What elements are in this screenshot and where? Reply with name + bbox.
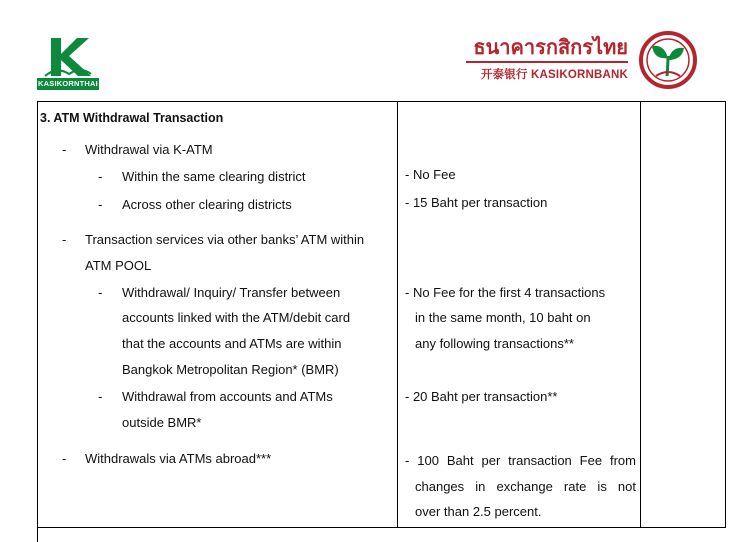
fee-bmr-line3: any following transactions**	[415, 336, 574, 351]
column-divider	[640, 101, 641, 528]
fee-bmr-line1: - No Fee for the first 4 transactions	[405, 285, 606, 300]
row-divider	[37, 527, 725, 528]
bullet-dash: -	[98, 197, 103, 212]
item-k-atm: Withdrawal via K-ATM	[85, 142, 213, 157]
fee-same-district: - No Fee	[405, 167, 456, 182]
item-bmr-line2: accounts linked with the ATM/debit card	[122, 310, 351, 325]
item-abroad: Withdrawals via ATMs abroad***	[85, 451, 272, 466]
bullet-dash: -	[98, 285, 103, 300]
bank-name-english: 开泰银行 KASIKORNBANK	[480, 69, 628, 81]
section-title: 3. ATM Withdrawal Transaction	[40, 111, 224, 125]
item-atm-pool-line1: Transaction services via other banks’ ATM within	[85, 232, 365, 247]
brand-label: KASIKORNTHAI	[38, 79, 98, 88]
column-divider	[725, 101, 726, 528]
fee-abroad-line2: changes in exchange rate is not	[415, 479, 636, 494]
item-same-district: Within the same clearing district	[122, 169, 306, 184]
bullet-dash: -	[98, 169, 103, 184]
bullet-dash: -	[62, 232, 67, 247]
bullet-dash: -	[62, 451, 67, 466]
fee-outside: - 20 Baht per transaction**	[405, 389, 558, 404]
fee-abroad-line1: - 100 Baht per transaction Fee from	[405, 453, 636, 468]
item-bmr-line1: Withdrawal/ Inquiry/ Transfer between	[122, 285, 341, 300]
item-atm-pool-line2: ATM POOL	[85, 258, 152, 273]
kbank-leaf-seal-icon	[638, 30, 698, 95]
item-bmr-line3: that the accounts and ATMs are within	[122, 336, 342, 351]
item-other-district: Across other clearing districts	[122, 197, 292, 212]
bullet-dash: -	[62, 142, 67, 157]
bank-name-thai: ธนาคารกสิกรไทย	[466, 35, 628, 63]
item-outside-line2: outside BMR*	[122, 415, 202, 430]
fee-other-district: - 15 Baht per transaction	[405, 195, 548, 210]
bank-name	[466, 35, 628, 82]
fee-abroad-line3: over than 2.5 percent.	[415, 504, 542, 519]
column-divider	[397, 101, 398, 528]
item-bmr-line4: Bangkok Metropolitan Region* (BMR)	[122, 362, 339, 377]
bullet-dash: -	[98, 389, 103, 404]
item-outside-line1: Withdrawal from accounts and ATMs	[122, 389, 333, 404]
kasikornthai-logo	[37, 36, 99, 92]
fee-bmr-line2: in the same month, 10 baht on	[415, 310, 591, 325]
k-leaf-icon	[43, 36, 93, 78]
